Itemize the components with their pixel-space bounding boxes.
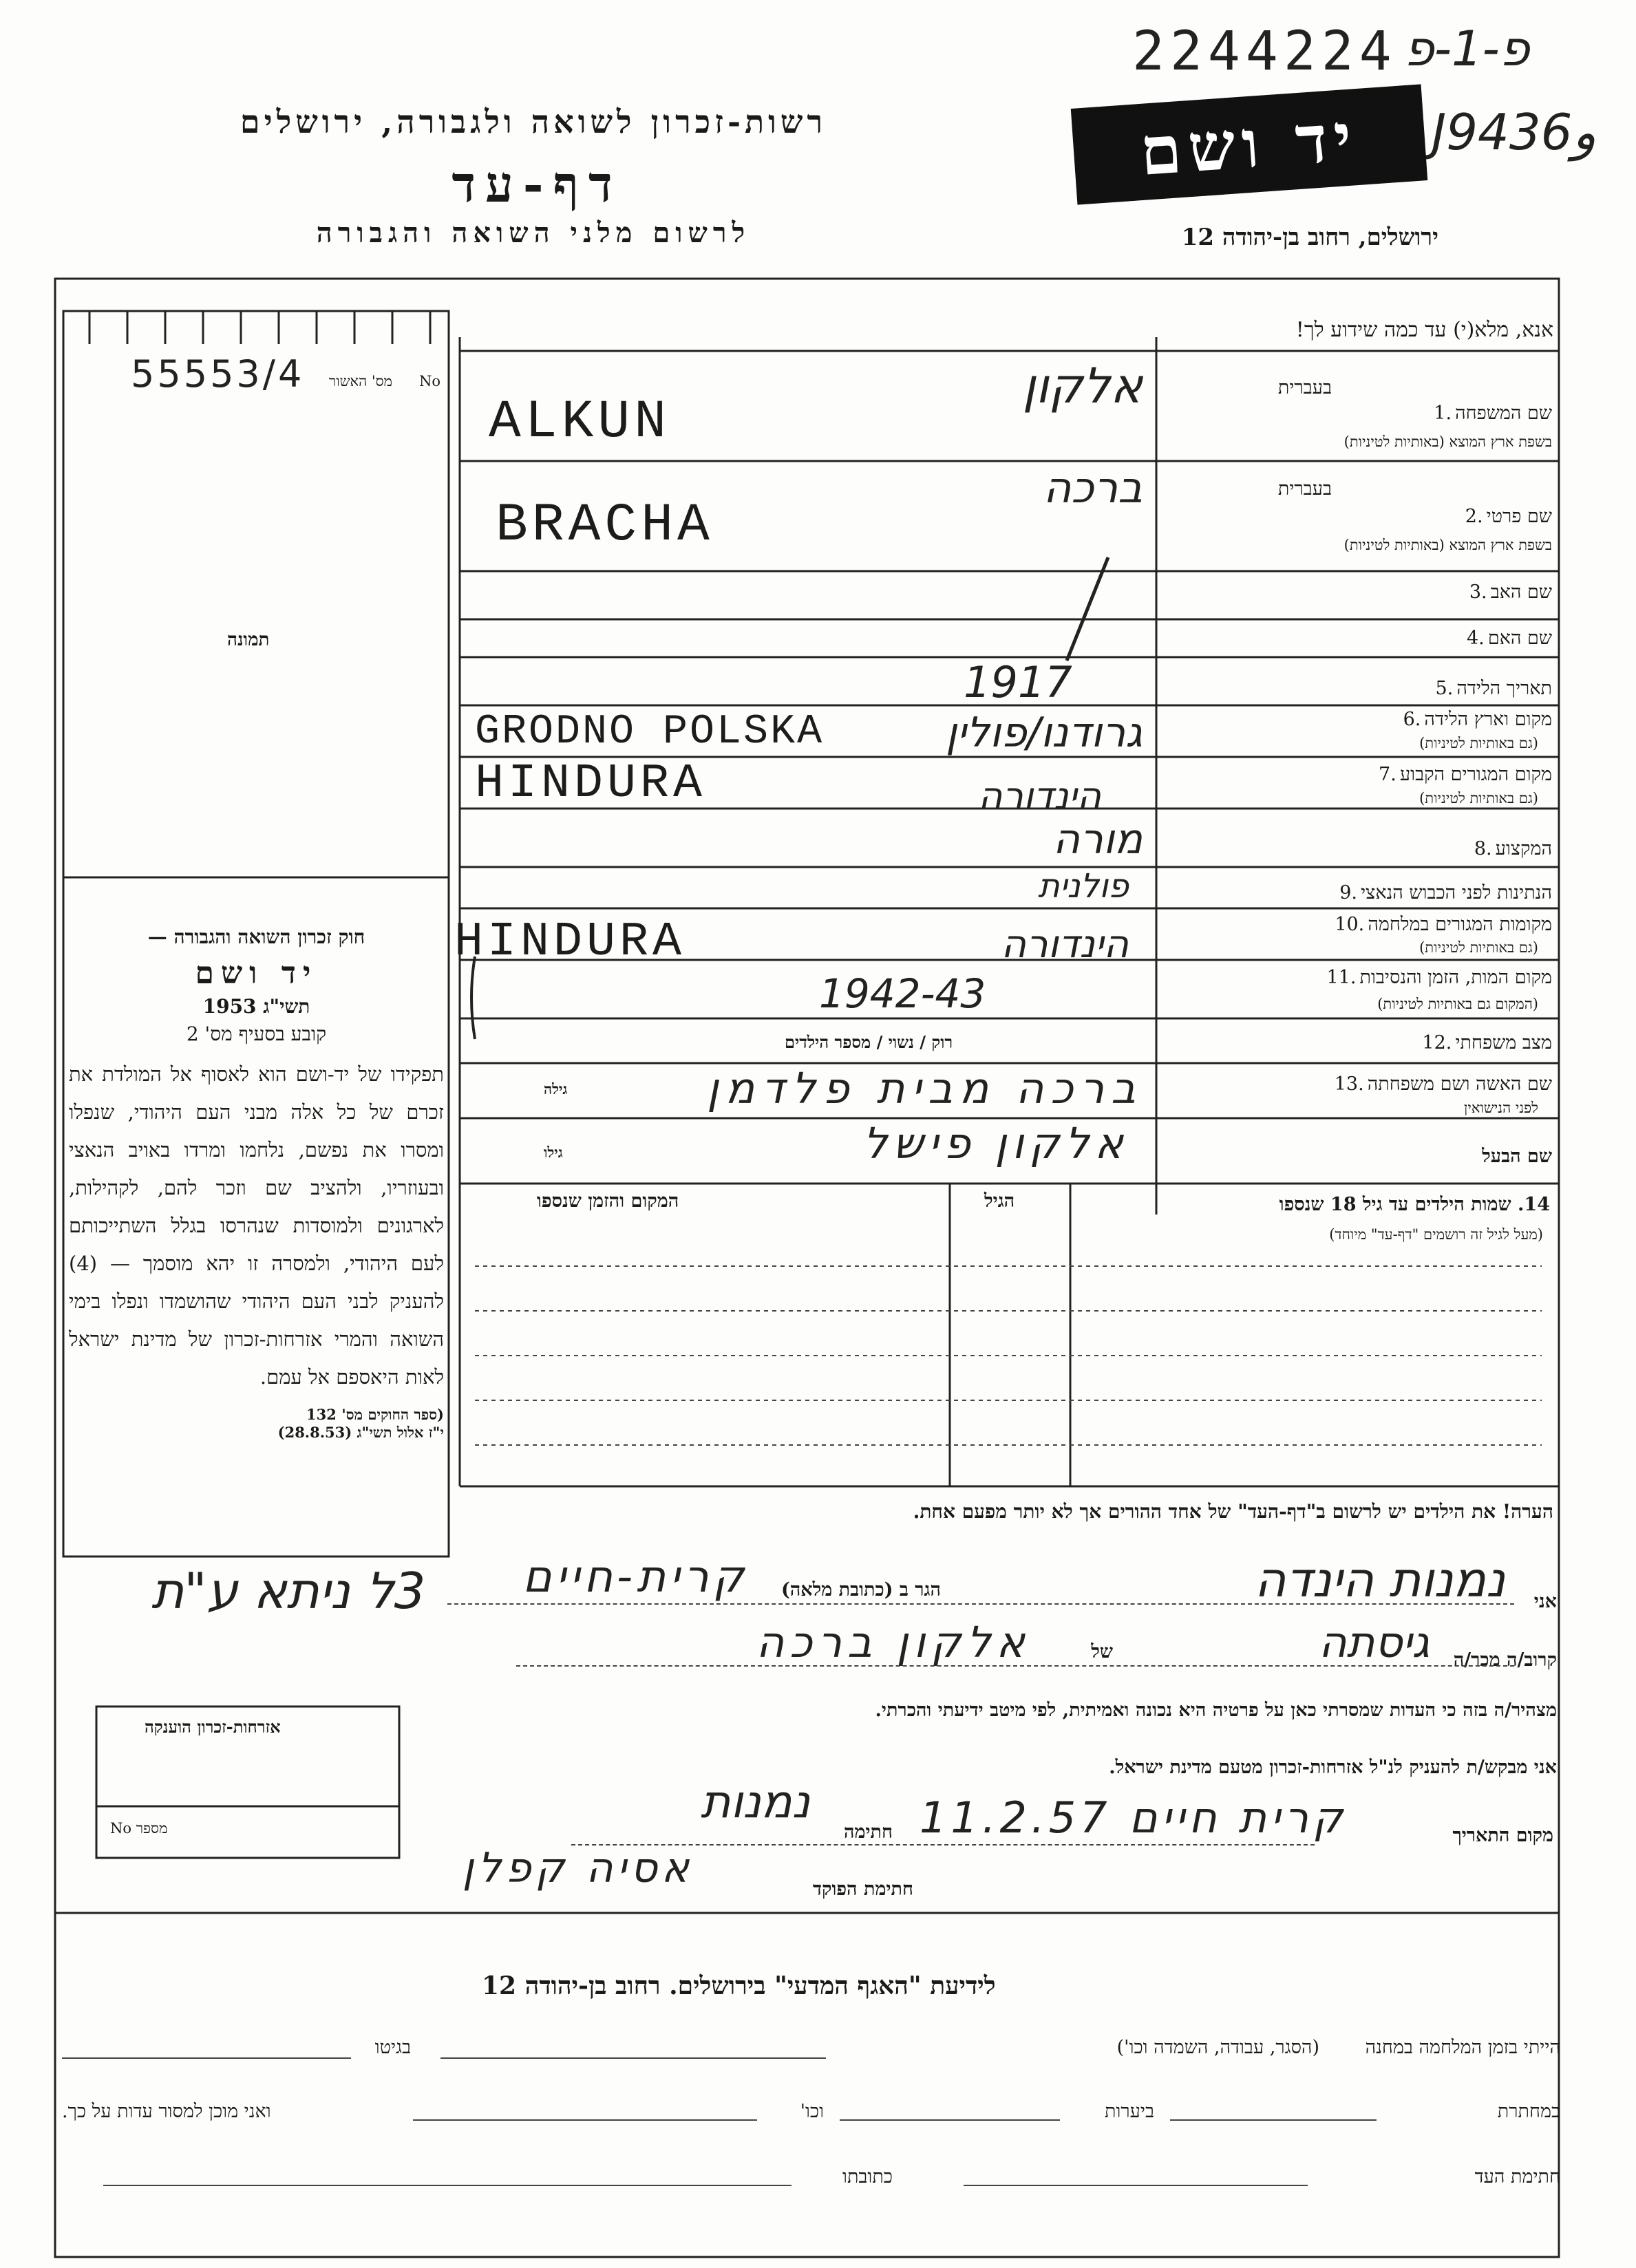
law-name: יד ושם: [195, 956, 318, 991]
footer-line2-a: במחתרת: [1497, 2101, 1560, 2122]
death-date-value[interactable]: 1942-43: [819, 970, 986, 1017]
field-12-num: 12.: [1422, 1032, 1452, 1053]
official-signature-value[interactable]: אסיה קפלן: [462, 1844, 693, 1892]
declarant-i-label: אני: [1533, 1591, 1557, 1612]
intro-text: אנא, מלא(י) עד כמה שידוע לך!: [1295, 318, 1553, 342]
file-mark: Jو9436: [1432, 103, 1597, 161]
law-date: י"ז אלול תשי"ג (28.8.53): [277, 1424, 444, 1441]
wartime-residence-latin[interactable]: HINDURA: [454, 915, 686, 970]
logo-text: יד ושם: [1137, 98, 1361, 191]
footer-line1-a: הייתי בזמן המלחמה במחנה: [1365, 2037, 1560, 2058]
birthplace-latin[interactable]: GRODNO POLSKA: [475, 709, 825, 756]
declarant-name[interactable]: נמנות הינדה: [1254, 1552, 1505, 1608]
relation-label: קרוב/ה מכר/ה: [1453, 1649, 1557, 1671]
field-13-name: שם האשה ושם משפחתה: [1367, 1073, 1552, 1095]
field-3-num: 3.: [1469, 581, 1487, 603]
footer-line2-d: ואני מוכן למסור עדות על כך.: [62, 2101, 271, 2122]
org-line: רשות-זכרון לשואה ולגבורה, ירושלים: [240, 103, 827, 140]
law-body: תפקידו של יד-ושם הוא לאסוף אל המולדת את זכרם של כל אלה מבני העם היהודי, שנפלו ומסרו את נפשם, נלחמו ומרדו באויב הנאצי ובעוזריו, ולהציב שם וזכר להם, לקהילות, לארגונים ולמוסדות שנהרסו בגלל השתייכותם לעם היהודי, ולמסרה זו יהא מוסמך — (4) להעניק לבני העם היהודי שהושמדו ונפלו בימי השואה והמרי אזרחות-זכרון של מדינת ישראל לאות היאספם אל עמם.: [69, 1062, 444, 1389]
field-12-label: [1422, 1032, 1552, 1053]
footer-line2-field-c[interactable]: [413, 2119, 757, 2121]
field-6-label: [1403, 709, 1552, 730]
law-year: תשי"ג 1953: [202, 995, 310, 1018]
wife-age-label: גילה: [544, 1080, 568, 1098]
husband-name-value[interactable]: אלקון פישל: [863, 1118, 1129, 1168]
nationality-value[interactable]: פולנית: [1038, 867, 1129, 906]
field-10-name: מקומות המגורים במלחמה: [1368, 914, 1552, 935]
footer-line1-field-a[interactable]: [440, 2057, 826, 2059]
of-label: של: [1091, 1641, 1113, 1662]
margin-note: 3ל ניתא ע"ת: [151, 1562, 426, 1620]
field-10-note: (גם באותיות לטיניות): [1419, 939, 1538, 956]
relation-value[interactable]: גיסתה: [1319, 1617, 1430, 1667]
approval-number-row: [76, 352, 440, 399]
field-7-note: (גם באותיות לטיניות): [1419, 790, 1538, 806]
field-10-num: 10.: [1335, 914, 1365, 935]
citizenship-title: אזרחות-זכרון הוענקה: [145, 1717, 281, 1737]
field-3-label: [1469, 581, 1552, 603]
field-4-num: 4.: [1467, 628, 1485, 649]
field-9-name: הנתינות לפני הכבוש הנאצי: [1361, 882, 1552, 903]
given-name-hebrew[interactable]: ברכה: [1043, 462, 1143, 513]
footer-line2-b: ביערות: [1104, 2101, 1154, 2122]
wartime-residence-hebrew[interactable]: הינדורה: [1001, 922, 1129, 967]
citizenship-number-label: מספר No: [110, 1820, 168, 1837]
field-3-name: שם האב: [1490, 581, 1552, 603]
law-source: (ספר החוקים מס' 132: [306, 1406, 444, 1423]
footer-line3-field-b[interactable]: [103, 2185, 792, 2186]
footer-line2-c: וכו': [800, 2101, 824, 2122]
children-place-column: המקום והזמן שנספו: [537, 1190, 679, 1212]
residence-hebrew[interactable]: הינדורה: [978, 774, 1101, 817]
declarant-resident-label: הגר ב (כתובת מלאה): [780, 1579, 941, 1601]
children-note: (מעל לגיל זה רושמים "דף-עד" מיוחד): [1329, 1226, 1543, 1243]
place-date-value[interactable]: קרית חיים 11.2.57: [919, 1793, 1347, 1843]
field-13-note: לפני הנישואין: [1464, 1100, 1538, 1116]
declarant-address[interactable]: קרית-חיים: [522, 1552, 748, 1603]
field-5-label: [1436, 678, 1552, 699]
birth-date-value[interactable]: 1917: [964, 657, 1072, 707]
field-8-name: המקצוע: [1495, 838, 1552, 859]
field-2-label: [1465, 506, 1552, 527]
field-2-name: שם פרטי: [1486, 506, 1552, 527]
field-2-note: בשפת ארץ המוצא (באותיות לטיניות): [1343, 537, 1552, 553]
remark-text: הערה! את הילדים יש לרשום ב"דף-העד" של אחד ההורים אך לא יותר מפעם אחת.: [913, 1500, 1553, 1523]
approval-value[interactable]: 55553/4: [131, 352, 305, 396]
law-title: חוק זכרון השואה והגבורה —: [147, 926, 365, 948]
field-1-num: 1.: [1434, 403, 1452, 424]
profession-value[interactable]: מורה: [1052, 815, 1143, 864]
approval-label: מס' האשור: [328, 373, 392, 389]
field-1-name: שם המשפחה: [1455, 403, 1552, 424]
field-5-num: 5.: [1435, 678, 1454, 699]
field-1-hebrew-tag: בעברית: [1277, 377, 1332, 398]
law-box: [69, 926, 444, 1442]
field-4-name: שם האם: [1487, 628, 1552, 649]
photo-label: תמונה: [227, 630, 270, 650]
given-name-latin[interactable]: BRACHA: [496, 495, 714, 556]
field-8-num: 8.: [1474, 838, 1492, 859]
footer-line2-field-a[interactable]: [1170, 2119, 1377, 2121]
field-6-num: 6.: [1403, 709, 1421, 730]
field-1-note: בשפת ארץ המוצא (באותיות לטיניות): [1343, 434, 1552, 450]
field-2-hebrew-tag: בעברית: [1277, 478, 1332, 500]
field-11-note: (המקום גם באותיות לטיניות): [1377, 996, 1538, 1012]
field-6-note: (גם באותיות לטיניות): [1419, 735, 1538, 751]
field-10-label: [1335, 914, 1552, 935]
field-11-num: 11.: [1326, 967, 1357, 988]
husband-age-label: גילו: [544, 1144, 563, 1161]
children-label: 14. שמות הילדים עד גיל 18 שנספו: [1279, 1194, 1550, 1215]
address: ירושלים, רחוב בן-יהודה 12: [1181, 224, 1438, 251]
footer-line1-b: (הסגר, עבודה, השמדה וכו'): [1116, 2037, 1319, 2058]
field-6-name: מקום וארץ הלידה: [1424, 709, 1552, 730]
footer-line3-field-a[interactable]: [964, 2185, 1308, 2186]
footer-line1-c: בגיטו: [374, 2037, 411, 2058]
field-2-num: 2.: [1465, 506, 1483, 527]
declarant-address-line: [447, 1603, 1514, 1605]
children-age-column: הגיל: [984, 1190, 1015, 1212]
signature-value[interactable]: נמנות: [700, 1775, 810, 1828]
field-7-name: מקום המגורים הקבוע: [1399, 764, 1552, 785]
declaration-text: מצהיר/ה בזה כי העדות שמסרתי כאן על פרטיה היא נכונה ואמיתית, לפי מיטב ידיעתי והכרתי.: [875, 1700, 1557, 1721]
marital-options: רוק / נשוי / מספר הילדים: [785, 1032, 953, 1052]
field-11-name: מקום המות, הזמן והנסיבות: [1359, 967, 1552, 988]
footer-line3-b: כתובתו: [842, 2166, 893, 2187]
official-signature-label: חתימת הפוקד: [813, 1879, 913, 1900]
field-7-label: [1379, 764, 1552, 785]
corner-mark: פ-1-פ: [1404, 21, 1530, 77]
field-8-label: [1474, 838, 1552, 859]
husband-label: שם הבעל: [1482, 1146, 1552, 1167]
surname-latin[interactable]: ALKUN: [489, 392, 671, 453]
field-9-num: 9.: [1339, 882, 1357, 903]
field-1-label: [1434, 403, 1552, 424]
field-9-label: [1339, 882, 1552, 903]
footer-line1-field-b[interactable]: [62, 2057, 351, 2059]
field-11-label: [1327, 967, 1553, 988]
field-7-num: 7.: [1379, 764, 1396, 785]
footer-title: לידיעת "האגף המדעי" בירושלים. רחוב בן-יהודה 12: [482, 1971, 996, 2000]
archive-number: 2244224: [1132, 21, 1397, 83]
field-4-label: [1467, 628, 1552, 649]
field-12-name: מצב משפחתי: [1455, 1032, 1552, 1053]
relation-line: [516, 1665, 1514, 1667]
law-clause: קובע בסעיף מס' 2: [186, 1023, 327, 1045]
field-labels: [1163, 0, 1552, 1184]
place-date-label: מקום התאריך: [1452, 1825, 1553, 1846]
footer-line3-a: חתימת העד: [1474, 2166, 1560, 2187]
form-subtitle: לרשום מלני השואה והגבורה: [316, 217, 751, 249]
field-13-num: 13.: [1334, 1073, 1364, 1095]
footer-line2-field-b[interactable]: [840, 2119, 1060, 2121]
residence-latin[interactable]: HINDURA: [475, 757, 707, 811]
field-5-name: תאריך הלידה: [1456, 678, 1552, 699]
signature-label: חתימה: [843, 1821, 893, 1843]
birthplace-hebrew[interactable]: גרודנו/פולין: [946, 709, 1143, 757]
of-name-value[interactable]: אלקון ברכה: [756, 1617, 1030, 1667]
surname-hebrew[interactable]: אלקון: [1022, 358, 1143, 414]
field-13-label: [1335, 1073, 1552, 1095]
form-title: דף-עד: [452, 155, 622, 213]
maiden-name-value[interactable]: ברכה מבית פלדמן: [707, 1063, 1143, 1113]
approval-no-label: No: [418, 373, 440, 389]
request-text: אני מבקש/ת להעניק לנ"ל אזרחות-זכרון מטעם מדינת ישראל.: [1109, 1757, 1557, 1778]
